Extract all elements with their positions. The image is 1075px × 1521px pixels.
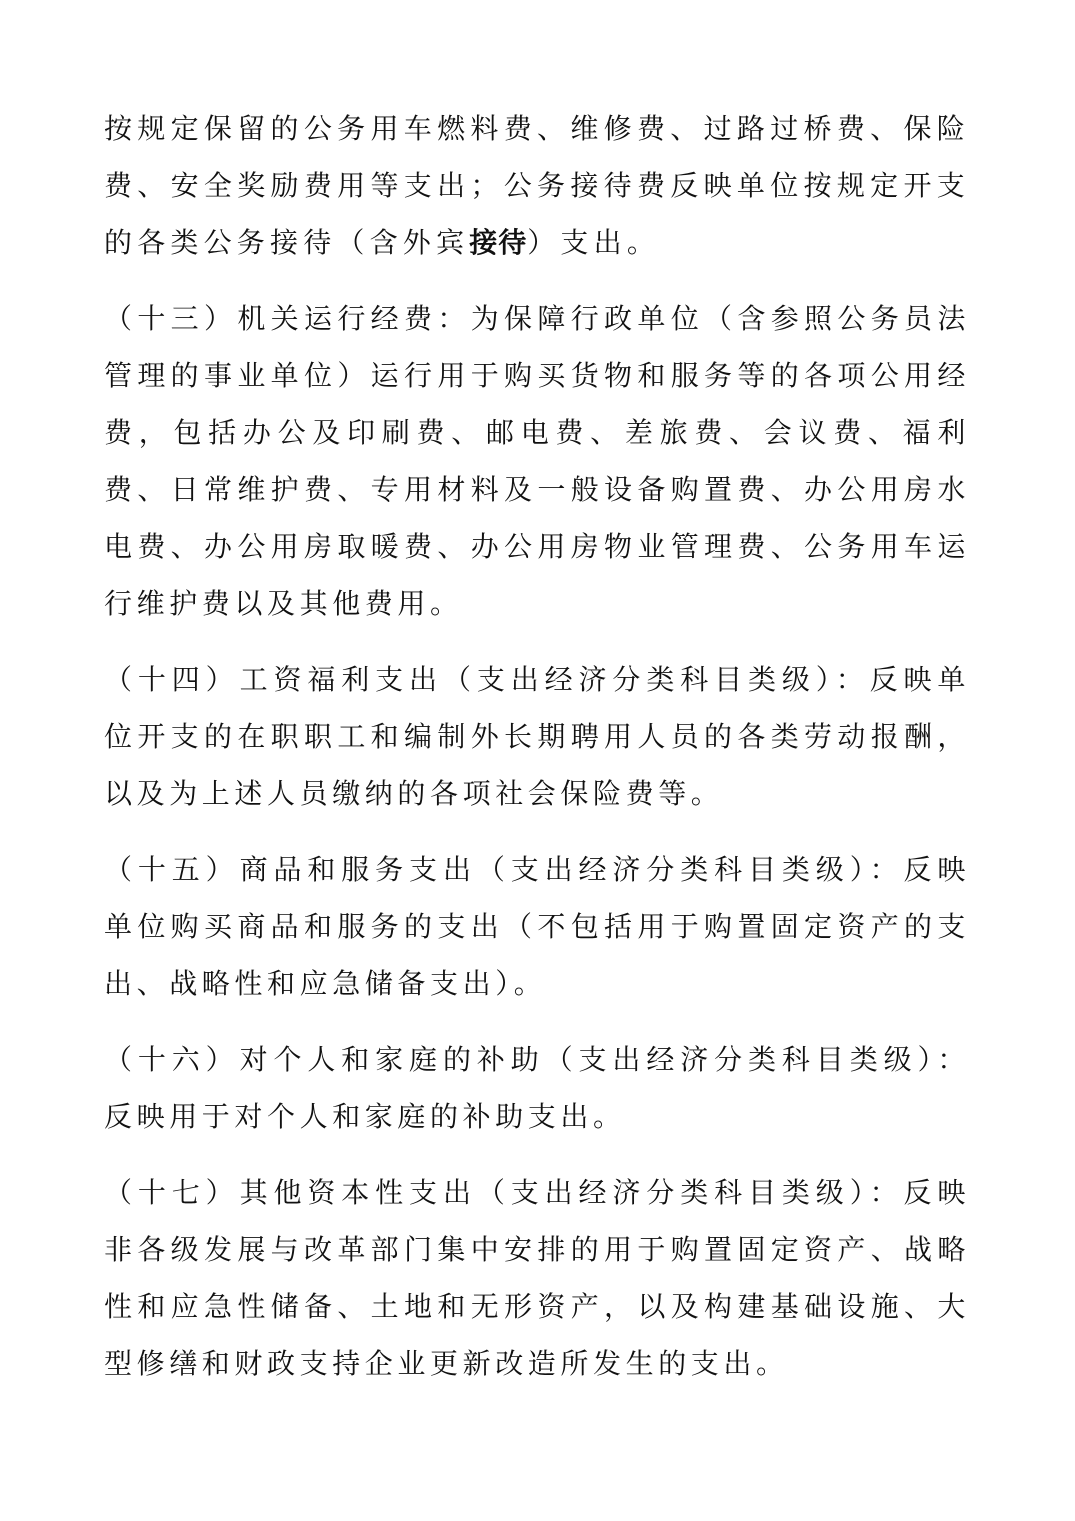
paragraph-15-goods-services: （十五）商品和服务支出（支出经济分类科目类级）：反映单位购买商品和服务的支出（不包括用于购置固定资产的支出、战略性和应急储备支出）。 (104, 853, 970, 1000)
bold-text: 接待 (469, 226, 528, 259)
paragraph-14-wage-welfare: （十四）工资福利支出（支出经济分类科目类级）：反映单位开支的在职职工和编制外长期聘用人员的各类劳动报酬，以及为上述人员缴纳的各项社会保险费等。 (104, 663, 970, 810)
document-page (104, 100, 970, 1411)
paragraph-public-vehicle-reception (104, 100, 970, 271)
paragraph-17-capital-expenditure: （十七）其他资本性支出（支出经济分类科目类级）：反映非各级发展与改革部门集中安排的用于购置固定资产、战略性和应急性储备、土地和无形资产，以及构建基础设施、大型修缮和财政支持企业更新改造所发生的支出。 (104, 1176, 970, 1380)
paragraph-13-operating-funds: （十三）机关运行经费：为保障行政单位（含参照公务员法管理的事业单位）运行用于购买货物和服务等的各项公用经费，包括办公及印刷费、邮电费、差旅费、会议费、福利费、日常维护费、专用材料及一般设备购置费、办公用房水电费、办公用房取暖费、办公用房物业管理费、公务用车运行维护费以及其他费用。 (104, 302, 970, 620)
paragraph-text: ）支出。 (527, 226, 661, 259)
paragraph-16-family-subsidy: （十六）对个人和家庭的补助（支出经济分类科目类级）：反映用于对个人和家庭的补助支出。 (104, 1043, 970, 1133)
paragraph-text: 按规定保留的公务用车燃料费、维修费、过路过桥费、保险费、安全奖励费用等支出；公务接待费反映单位按规定开支的各类公务接待（含外宾 (104, 112, 970, 259)
